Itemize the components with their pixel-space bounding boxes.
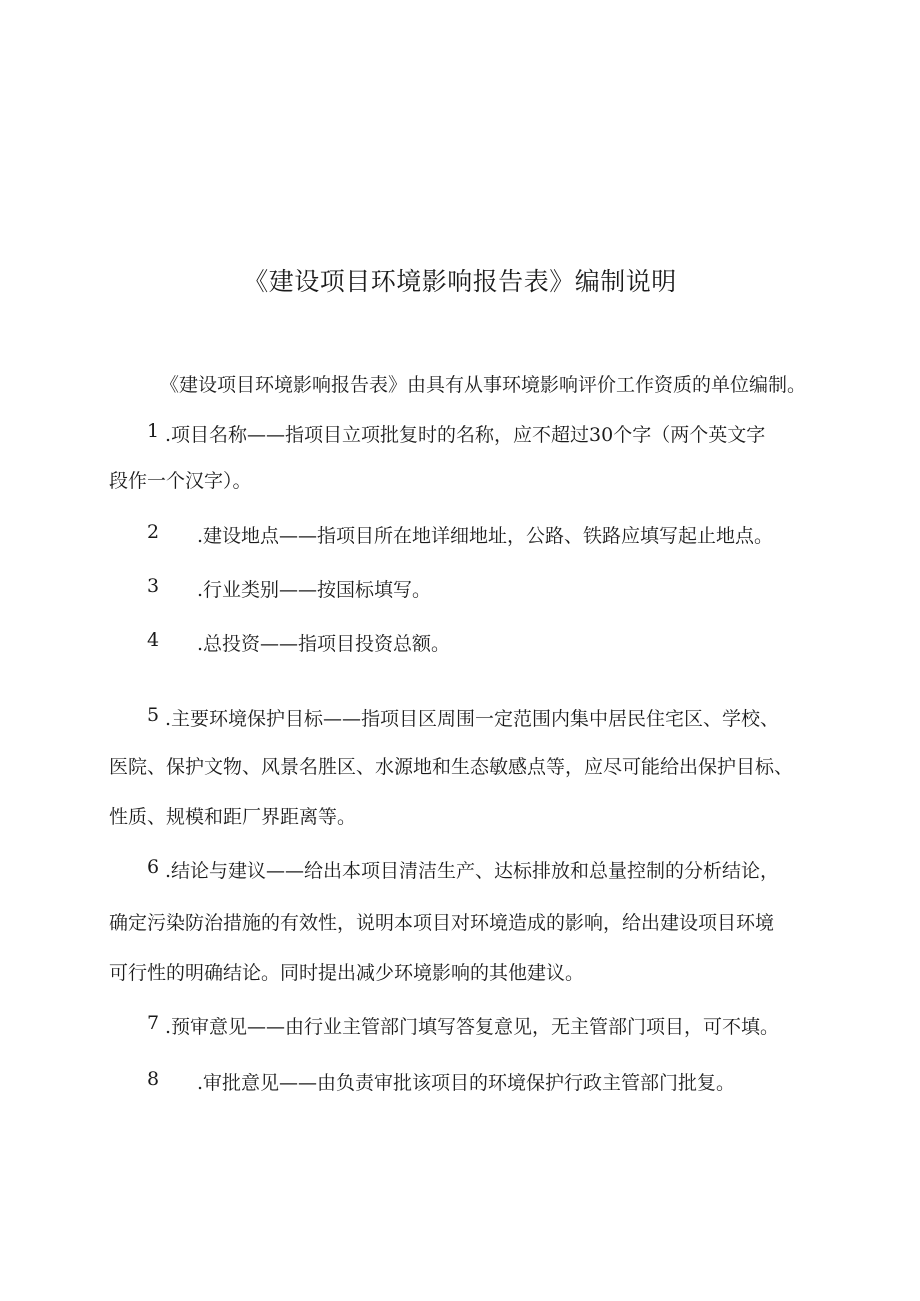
item-number: 3 [147, 575, 160, 597]
item-text-line: .主要环境保护目标——指项目区周围一定范围内集中居民住宅区、学校、 [165, 708, 780, 730]
item-text-line: .审批意见——由负责审批该项目的环境保护行政主管部门批复。 [197, 1072, 736, 1094]
item-number: 6 [147, 856, 160, 878]
item-text-line: .建设地点——指项目所在地详细地址，公路、铁路应填写起止地点。 [197, 525, 774, 547]
item-text-line: .项目名称——指项目立项批复时的名称，应不超过30个字（两个英文字 [165, 424, 766, 446]
intro-paragraph: 《建设项目环境影响报告表》由具有从事环境影响评价工作资质的单位编制。 [160, 374, 807, 396]
item-text-line: 确定污染防治措施的有效性，说明本项目对环境造成的影响，给出建设项目环境 [109, 912, 775, 934]
item-text-line: .总投资——指项目投资总额。 [197, 633, 451, 655]
item-text-line: 段作一个汉字）。 [109, 470, 252, 492]
document-title: 《建设项目环境影响报告表》编制说明 [243, 267, 677, 296]
item-text-line: .行业类别——按国标填写。 [197, 579, 432, 601]
item-text-line: 性质、规模和距厂界距离等。 [109, 806, 357, 828]
item-text-line: 医院、保护文物、风景名胜区、水源地和生态敏感点等，应尽可能给出保护目标、 [109, 756, 794, 778]
item-number: 4 [147, 629, 160, 651]
item-number: 7 [147, 1012, 160, 1034]
item-number: 8 [147, 1068, 160, 1090]
item-text-line: .预审意见——由行业主管部门填写答复意见，无主管部门项目，可不填。 [165, 1016, 780, 1038]
item-text-line: .结论与建议——给出本项目清洁生产、达标排放和总量控制的分析结论， [165, 860, 780, 882]
item-number: 1 [147, 420, 160, 442]
item-number: 2 [147, 521, 160, 543]
item-text-line: 可行性的明确结论。同时提出减少环境影响的其他建议。 [109, 962, 585, 984]
item-number: 5 [147, 704, 160, 726]
